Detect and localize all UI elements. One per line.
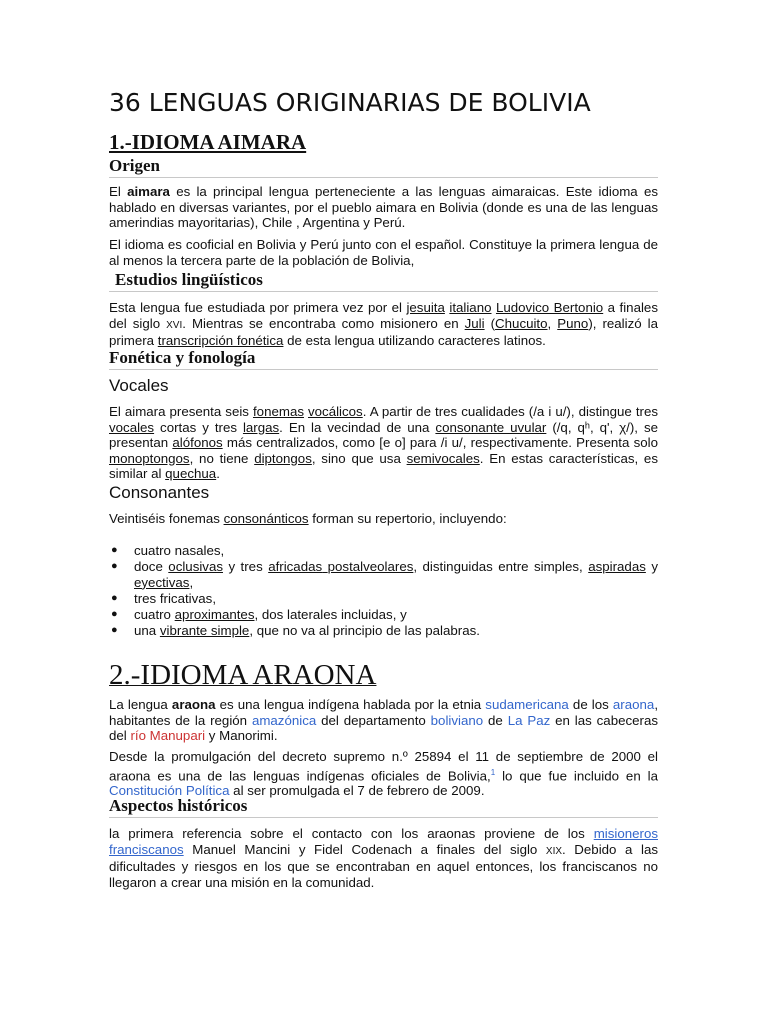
subheading-origen: Origen: [109, 156, 658, 178]
link-aspiradas[interactable]: aspiradas: [588, 558, 646, 574]
bullet-icon: ●: [111, 559, 118, 572]
link-aproximantes[interactable]: aproximantes: [174, 606, 255, 622]
link-fonemas[interactable]: fonemas: [252, 404, 304, 419]
link-sudamericana[interactable]: sudamericana: [485, 697, 569, 712]
link-chucuito[interactable]: Chucuito: [495, 315, 548, 331]
link-la-paz[interactable]: La Paz: [507, 712, 551, 728]
subheading-fonetica: Fonética y fonología: [109, 348, 658, 370]
paragraph-origen-1: El aimara es la principal lengua perteneciente a las lenguas aimaraicas. Este idioma es hablado en diversas variantes, por el pueblo aimara en Bolivia (donde es una de las lenguas amerindias mayoritarias), Chile , Argentina y Perú.: [109, 184, 658, 230]
section-heading-araona: 2.-IDIOMA ARAONA: [109, 659, 377, 691]
link-alofonos[interactable]: alófonos: [172, 435, 223, 450]
list-item: ● doce oclusivas y tres africadas postalveolares, distinguidas entre simples, aspiradas y eyectivas,: [111, 558, 658, 590]
link-rio-manupari[interactable]: río Manupari: [130, 728, 206, 743]
link-oclusivas[interactable]: oclusivas: [168, 558, 223, 574]
paragraph-aspectos: la primera referencia sobre el contacto con los araonas proviene de los misioneros franciscanos Manuel Mancini y Fidel Codenach a finales del siglo XIX. Debido a las dificultades y riesgos en los que se encontraban en aquel entonces, los franciscanos no llegaron a crear una misión en la comunidad.: [109, 826, 658, 890]
paragraph-estudios: Esta lengua fue estudiada por primera vez por el jesuita italiano Ludovico Bertonio a finales del siglo XVI. Mientras se encontraba como misionero en Juli (Chucuito, Puno), realizó la primera transcripción fonética de esta lengua utilizando caracteres latinos.: [109, 300, 658, 348]
link-transcripcion-fonetica[interactable]: transcripción fonética: [157, 333, 284, 348]
consonant-list: [109, 543, 658, 638]
list-item: ● cuatro nasales,: [111, 543, 225, 558]
paragraph-origen-2: El idioma es cooficial en Bolivia y Perú junto con el español. Constituye la primera lengua de al menos la tercera parte de la población de Bolivia,: [109, 237, 658, 268]
footnote-ref[interactable]: 1: [490, 767, 496, 777]
link-puno[interactable]: Puno: [557, 315, 589, 331]
link-misioneros-franciscanos[interactable]: misioneros franciscanos: [109, 826, 658, 857]
link-jesuita[interactable]: jesuita: [406, 300, 445, 315]
link-africadas[interactable]: africadas: [268, 558, 323, 574]
link-boliviano[interactable]: boliviano: [430, 712, 484, 728]
paragraph-consonantes: Veintiséis fonemas consonánticos forman su repertorio, incluyendo:: [109, 511, 507, 526]
page-title: 36 LENGUAS ORIGINARIAS DE BOLIVIA: [109, 88, 591, 117]
link-vocalicos[interactable]: vocálicos: [308, 404, 363, 419]
bullet-icon: ●: [111, 544, 118, 556]
bullet-icon: ●: [111, 607, 118, 620]
paragraph-vocales: El aimara presenta seis fonemas vocálicos. A partir de tres cualidades (/a i u/), distingue tres vocales cortas y tres largas. En la vecindad de una consonante uvular (/q, qʰ, q', χ/), se presentan alófonos más centralizados, como [e o] para /i u/, respectivamente. Presenta solo monoptongos, no tiene diptongos, sino que usa semivocales. En estas características, es similar al quechua.: [109, 404, 659, 481]
link-italiano[interactable]: italiano: [449, 300, 492, 315]
subheading-estudios: Estudios lingüísticos: [109, 270, 658, 292]
paragraph-araona-1: La lengua araona es una lengua indígena hablada por la etnia sudamericana de los araona, habitantes de la región amazónica del departamento boliviano de La Paz en las cabeceras del río Manupari y Manorimi.: [109, 697, 659, 743]
link-ludovico-bertonio[interactable]: Ludovico Bertonio: [495, 300, 604, 315]
link-largas[interactable]: largas: [242, 419, 280, 435]
link-consonanticos[interactable]: consonánticos: [223, 511, 309, 526]
link-eyectivas[interactable]: eyectivas: [134, 574, 190, 590]
subheading-consonantes: Consonantes: [109, 483, 210, 502]
link-vocales[interactable]: vocales: [109, 419, 155, 435]
link-vibrante-simple[interactable]: vibrante simple: [159, 622, 250, 638]
link-constitucion-politica[interactable]: Constitución Política: [109, 783, 230, 799]
link-postalveolares[interactable]: postalveolares: [327, 558, 414, 574]
section-heading-aimara: 1.-IDIOMA AIMARA: [109, 130, 307, 154]
list-item: ● tres fricativas,: [111, 590, 217, 606]
paragraph-araona-2: Desde la promulgación del decreto supremo n.º 25894 el 11 de septiembre de 2000 el araona es una de las lenguas indígenas oficiales de Bolivia,$^1$ lo que fue incluido en la Constitución Política al ser promulgada el 7 de febrero de 2009.: [109, 749, 658, 799]
bullet-icon: ●: [111, 623, 118, 636]
bullet-icon: ●: [111, 591, 118, 604]
link-consonante-uvular[interactable]: consonante uvular: [435, 419, 547, 435]
link-diptongos[interactable]: diptongos: [254, 450, 312, 466]
subheading-vocales: Vocales: [109, 376, 169, 395]
link-quechua[interactable]: quechua: [165, 466, 217, 481]
link-monoptongos[interactable]: monoptongos: [109, 450, 190, 466]
list-item: ● una vibrante simple, que no va al principio de las palabras.: [111, 622, 480, 638]
link-amazonica[interactable]: amazónica: [251, 712, 317, 728]
link-araona[interactable]: araona: [612, 697, 655, 712]
list-item: ● cuatro aproximantes, dos laterales incluidas, y: [111, 606, 407, 622]
link-semivocales[interactable]: semivocales: [406, 450, 480, 466]
link-juli[interactable]: Juli: [464, 315, 485, 331]
subheading-aspectos: Aspectos históricos: [109, 796, 658, 818]
